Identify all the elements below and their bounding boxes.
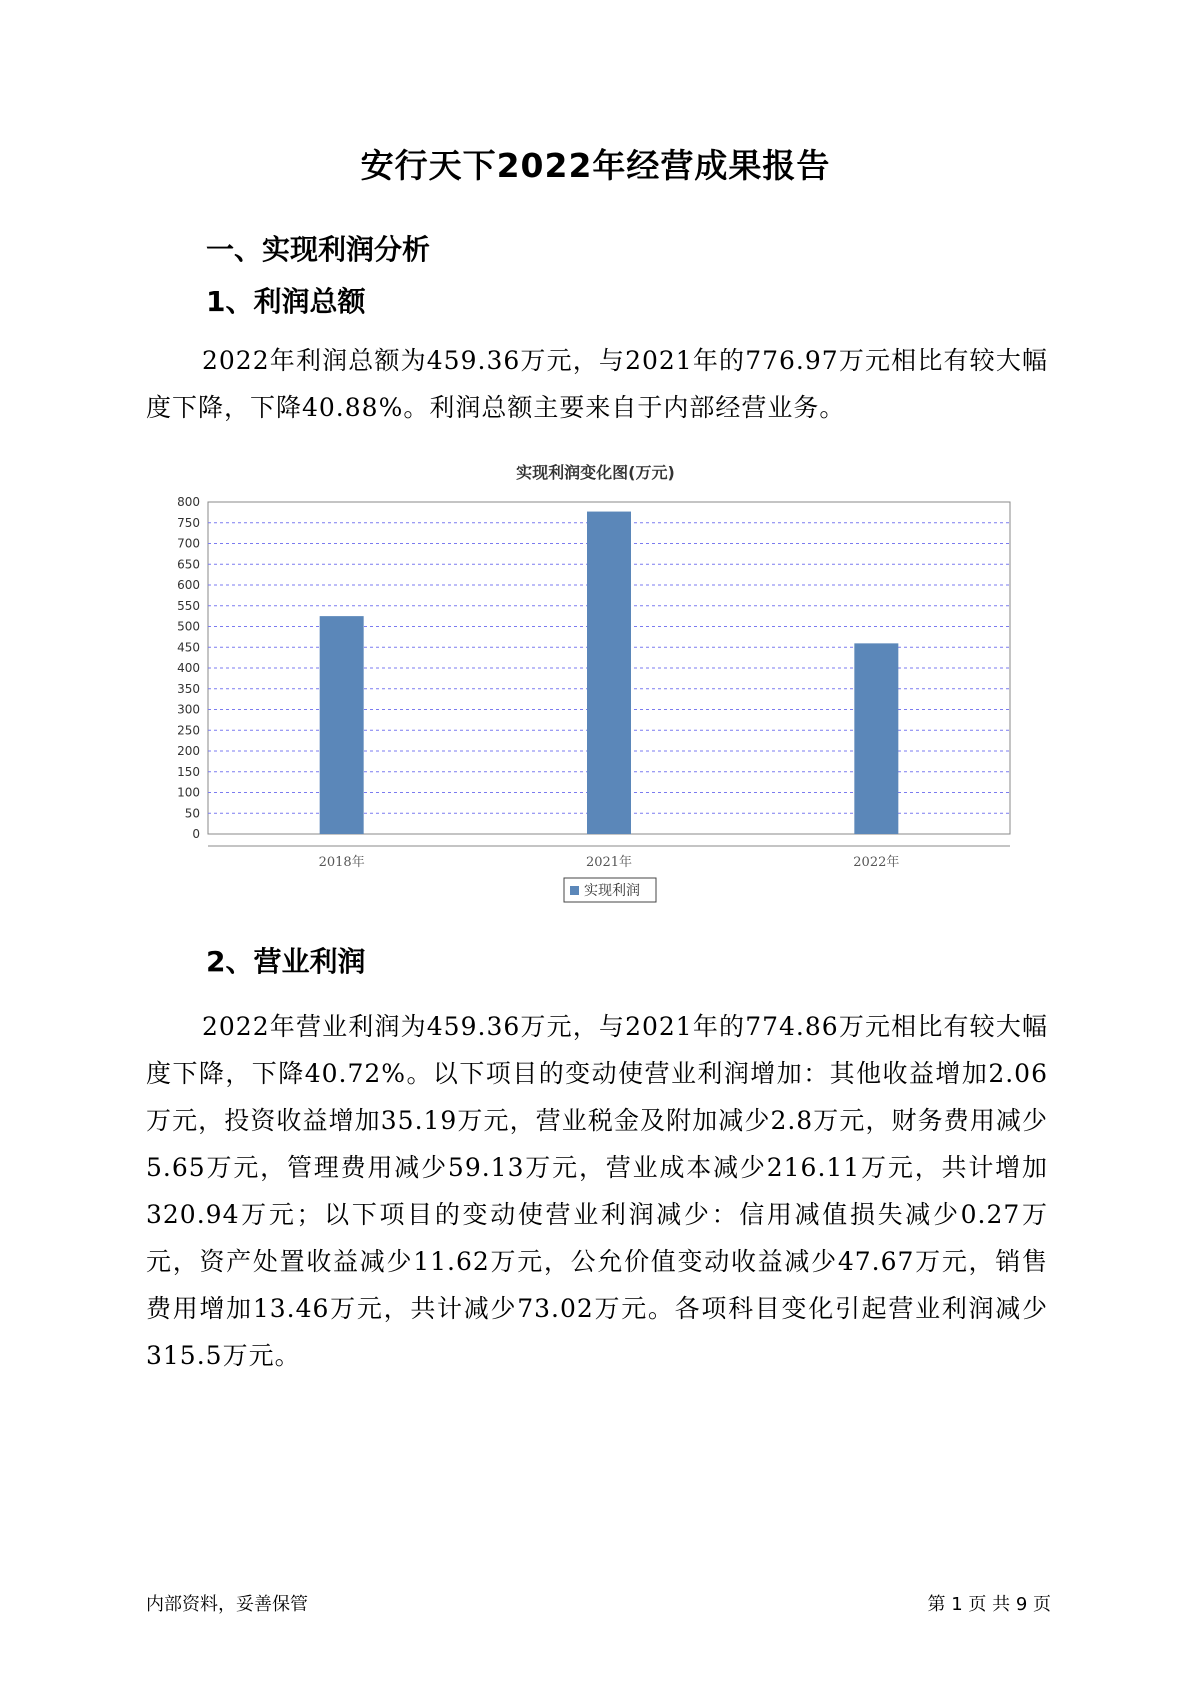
- subsection-heading-profit-total: 1、利润总额: [206, 285, 366, 318]
- x-tick-label: 2018年: [318, 855, 365, 870]
- y-tick-label: 50: [184, 806, 200, 821]
- y-tick-label: 750: [177, 515, 200, 530]
- y-tick-label: 350: [177, 681, 200, 696]
- y-tick-label: 700: [177, 536, 200, 551]
- legend-swatch: [570, 886, 579, 895]
- y-tick-label: 200: [177, 744, 200, 758]
- subsection-heading-operating-profit: 2、营业利润: [206, 945, 366, 978]
- y-tick-label: 800: [177, 495, 200, 509]
- section-heading: 一、实现利润分析: [206, 233, 431, 266]
- chart-title: 实现利润变化图(万元): [516, 463, 675, 482]
- profit-bar-chart: [140, 490, 1040, 910]
- y-tick-label: 100: [177, 785, 200, 800]
- paragraph-profit-total: 2022年利润总额为459.36万元，与2021年的776.97万元相比有较大幅度下降，下降40.88%。利润总额主要来自于内部经营业务。: [146, 346, 1048, 422]
- page-title: 安行天下2022年经营成果报告: [360, 146, 831, 185]
- y-tick-label: 250: [177, 723, 200, 738]
- y-tick-label: 550: [177, 598, 200, 613]
- y-tick-label: 150: [177, 764, 200, 779]
- paragraph-operating-profit: 2022年营业利润为459.36万元，与2021年的774.86万元相比有较大幅度下降，下降40.72%。以下项目的变动使营业利润增加：其他收益增加2.06万元，投资收益增加35.19万元，营业税金及附加减少2.8万元，财务费用减少5.65万元，管理费用减少59.13万元，营业成本减少216.11万元，共计增加320.94万元；以下项目的变动使营业利润减少：信用减值损失减少0.27万元，资产处置收益减少11.62万元，公允价值变动收益减少47.67万元，销售费用增加13.46万元，共计减少73.02万元。各项科目变化引起营业利润减少315.5万元。: [146, 1012, 1048, 1370]
- y-tick-label: 0: [192, 827, 200, 841]
- footer-page-number: 第 1 页 共 9 页: [927, 1594, 1051, 1615]
- x-tick-label: 2022年: [853, 855, 900, 870]
- footer-confidential-note: 内部资料，妥善保管: [146, 1594, 308, 1615]
- bar-2022年: [854, 643, 898, 834]
- y-tick-label: 450: [177, 640, 200, 655]
- y-tick-label: 300: [177, 702, 200, 717]
- bar-2021年: [587, 512, 631, 834]
- y-tick-label: 650: [177, 557, 200, 572]
- legend-label: 实现利润: [584, 883, 640, 899]
- y-tick-label: 600: [177, 578, 200, 592]
- y-tick-label: 500: [177, 619, 200, 634]
- y-tick-label: 400: [177, 661, 200, 675]
- bar-2018年: [320, 616, 364, 834]
- x-tick-label: 2021年: [585, 855, 633, 870]
